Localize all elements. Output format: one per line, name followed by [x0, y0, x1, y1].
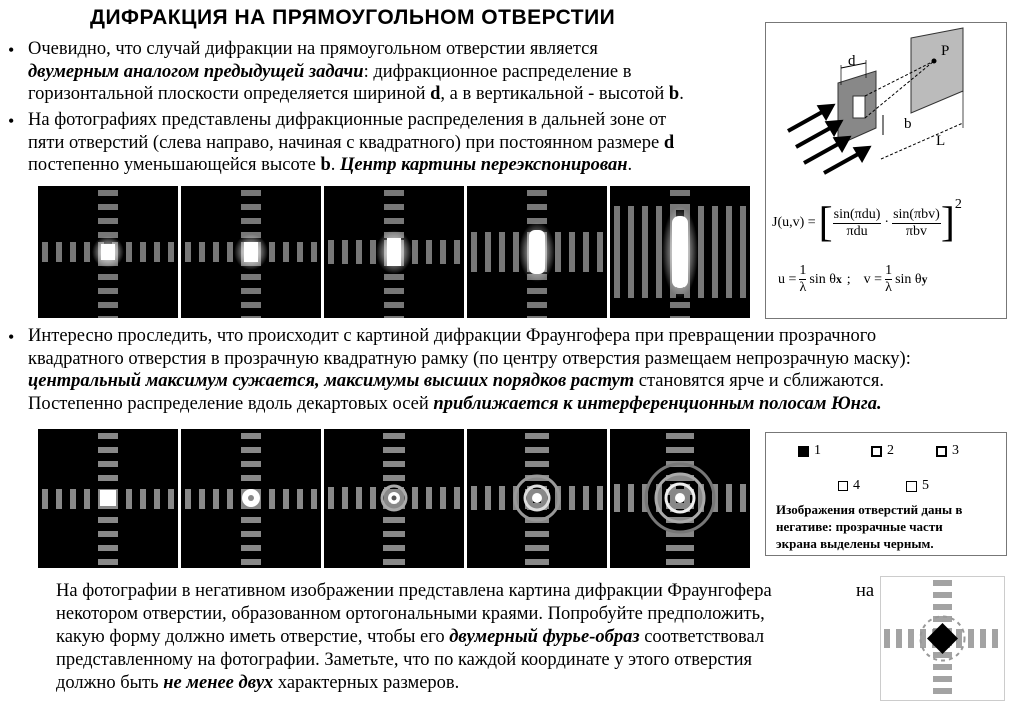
- legend-label-5: 5: [922, 478, 929, 493]
- formula-exponent: 2: [954, 197, 962, 212]
- formula-dot: ·: [884, 215, 890, 230]
- p3-emphasis-1: центральный максимум сужается, максимумы высших порядков растут: [28, 371, 635, 391]
- p3-l3-rest: становятся ярче и сближаются.: [634, 371, 884, 391]
- p4-line-3: [56, 626, 772, 649]
- legend-item-1: [798, 443, 821, 459]
- p1-emphasis: двумерным аналогом предыдущей задачи: [28, 61, 364, 82]
- diffraction-photo-frame-2: [181, 429, 321, 568]
- aperture-frame-small-icon: [871, 446, 882, 457]
- page-title: ДИФРАКЦИЯ НА ПРЯМОУГОЛЬНОМ ОТВЕРСТИИ: [90, 6, 616, 29]
- aperture-frame-thinnest-icon: [906, 481, 917, 492]
- negative-diffraction-photo: [880, 576, 1005, 701]
- p4-line-5: [56, 672, 772, 695]
- aperture-frame-thin-icon: [838, 481, 848, 491]
- legend-label-1: 1: [814, 443, 821, 458]
- legend-label-2: 2: [887, 443, 894, 458]
- aperture-square-icon: [798, 446, 809, 457]
- paragraph-1: [28, 38, 684, 106]
- intensity-formula: [772, 197, 962, 246]
- p4-l3-b: соответствовал: [639, 627, 765, 647]
- bracket-left: [: [818, 200, 833, 246]
- p4-emphasis-1: двумерный фурье-образ: [449, 627, 640, 647]
- p3-line-2: квадратного отверстия в прозрачную квадратную рамку (по центру отверстия размещаем непрозрачную маску):: [28, 348, 911, 369]
- fraction-1-num: sin(πdu): [833, 206, 881, 222]
- v-sin: sin θ: [895, 271, 922, 287]
- diffraction-photo-frame-1: [38, 429, 178, 568]
- diffraction-photo-rect-3: [324, 186, 464, 318]
- legend-note: [776, 501, 962, 552]
- label-d: d: [848, 53, 856, 69]
- diffraction-photo-frame-5: [610, 429, 750, 568]
- p2-emphasis: Центр картины переэкспонирован: [340, 155, 628, 175]
- aperture-setup-diagram: [766, 23, 1006, 198]
- p4-l1-a: На фотографии в негативном изображении представлена картина дифракции Фраунгофера: [56, 581, 772, 601]
- u-fraction: [799, 263, 806, 296]
- legend-item-2: [871, 443, 894, 459]
- p1-line-2: [28, 61, 684, 84]
- p1-line-3: [28, 83, 684, 106]
- v-sub: y: [921, 273, 928, 286]
- p4-l5-a: должно быть: [56, 673, 164, 693]
- diffraction-photo-frame-3: [324, 429, 464, 568]
- legend-label-3: 3: [952, 443, 959, 458]
- p2-l3-dot: .: [627, 155, 633, 175]
- p4-line-2: некотором отверстии, образованном ортогональными краями. Попробуйте предположить,: [56, 604, 765, 624]
- u-sub: x: [835, 273, 842, 286]
- u-lhs: u =: [778, 271, 797, 287]
- p2-l3-sep: .: [330, 155, 340, 175]
- p4-line-1: [56, 580, 875, 603]
- p2-l2-a: пяти отверстий (слева направо, начиная с квадратного) при постоянном размере: [28, 132, 664, 153]
- p4-l1-b: на: [856, 581, 875, 601]
- fraction-2-den: πbv: [905, 223, 927, 239]
- legend-item-3: [936, 443, 959, 459]
- p4-emphasis-2: не менее двух: [163, 673, 274, 693]
- diffraction-photo-rect-4: [467, 186, 607, 318]
- u-sin: sin θ: [809, 271, 836, 287]
- p3-line-3: [28, 370, 911, 393]
- bracket-right: ]: [940, 200, 955, 246]
- p3-l4-a: Постепенно распределение вдоль декартовых осей: [28, 393, 434, 414]
- p2-line-1: На фотографиях представлены дифракционные распределения в дальней зоне от: [28, 110, 667, 130]
- legend-note-line-2: негативе: прозрачные части: [776, 519, 943, 534]
- p2-line-2: [28, 132, 674, 155]
- p2-l2-d: d: [663, 132, 675, 153]
- photo-strip-frame: [38, 429, 750, 568]
- v-lhs: v =: [863, 271, 883, 287]
- v-fraction: [885, 263, 892, 296]
- fraction-2: [892, 207, 941, 240]
- paragraph-3: [28, 325, 911, 415]
- p1-l3-dot: .: [679, 84, 684, 104]
- legend-note-line-3: экрана выделены черным.: [776, 536, 934, 551]
- v-den: λ: [885, 280, 892, 295]
- p4-l3-a: какую форму должно иметь отверстие, чтобы его: [56, 627, 450, 647]
- formula-lhs: J(u,v) =: [772, 215, 816, 230]
- p1-l3-a: горизонтальной плоскости определяется шириной: [28, 84, 431, 104]
- p1-l3-d: d: [430, 84, 441, 104]
- fraction-1-den: πdu: [846, 223, 868, 239]
- aperture-legend-panel: [765, 432, 1007, 556]
- diffraction-photo-frame-4: [467, 429, 607, 568]
- p3-line-4: [28, 393, 911, 416]
- p4-l5-b: характерных размеров.: [273, 673, 460, 693]
- p4-line-4: представленному на фотографии. Заметьте, что по каждой координате у этого отверстия: [56, 650, 753, 670]
- legend-item-4: [838, 478, 860, 494]
- p2-l3-a: постепенно уменьшающейся высоте: [28, 155, 321, 175]
- bullet-2: •: [8, 111, 15, 131]
- paragraph-2: [28, 109, 674, 177]
- fraction-2-num: sin(πbv): [893, 206, 940, 222]
- p1-l3-bb: b: [668, 84, 680, 104]
- p1-line-2-rest: : дифракционное распределение в: [363, 61, 632, 82]
- p2-l3-b: b: [320, 155, 331, 175]
- diffraction-photo-rect-2: [181, 186, 321, 318]
- legend-label-4: 4: [853, 478, 860, 493]
- u-num: 1: [799, 263, 807, 278]
- label-P: P: [941, 43, 950, 59]
- label-b: b: [904, 116, 912, 132]
- photo-strip-rect: [38, 186, 750, 318]
- diffraction-photo-rect-5: [610, 186, 750, 318]
- paragraph-4: [56, 580, 875, 695]
- uv-separator: ;: [846, 271, 851, 287]
- p2-line-3: [28, 154, 674, 177]
- uv-definitions: [778, 263, 927, 296]
- setup-diagram-panel: [765, 22, 1007, 319]
- diffraction-photo-rect-1: [38, 186, 178, 318]
- p3-emphasis-2: приближается к интерференционным полосам Юнга.: [433, 393, 882, 414]
- v-num: 1: [885, 263, 893, 278]
- p1-l3-b: , а в вертикальной - высотой: [440, 84, 669, 104]
- legend-note-line-1: Изображения отверстий даны в: [776, 502, 963, 517]
- bullet-1: •: [8, 40, 15, 60]
- aperture-frame-medium-icon: [936, 446, 947, 457]
- bullet-3: •: [8, 327, 15, 347]
- fraction-1: [833, 207, 882, 240]
- u-den: λ: [799, 280, 807, 295]
- p1-line-1: Очевидно, что случай дифракции на прямоугольном отверстии является: [28, 39, 598, 59]
- legend-item-5: [906, 478, 929, 494]
- label-L: L: [936, 133, 946, 149]
- p3-line-1: Интересно проследить, что происходит с картиной дифракции Фраунгофера при превращении прозрачного: [28, 326, 877, 346]
